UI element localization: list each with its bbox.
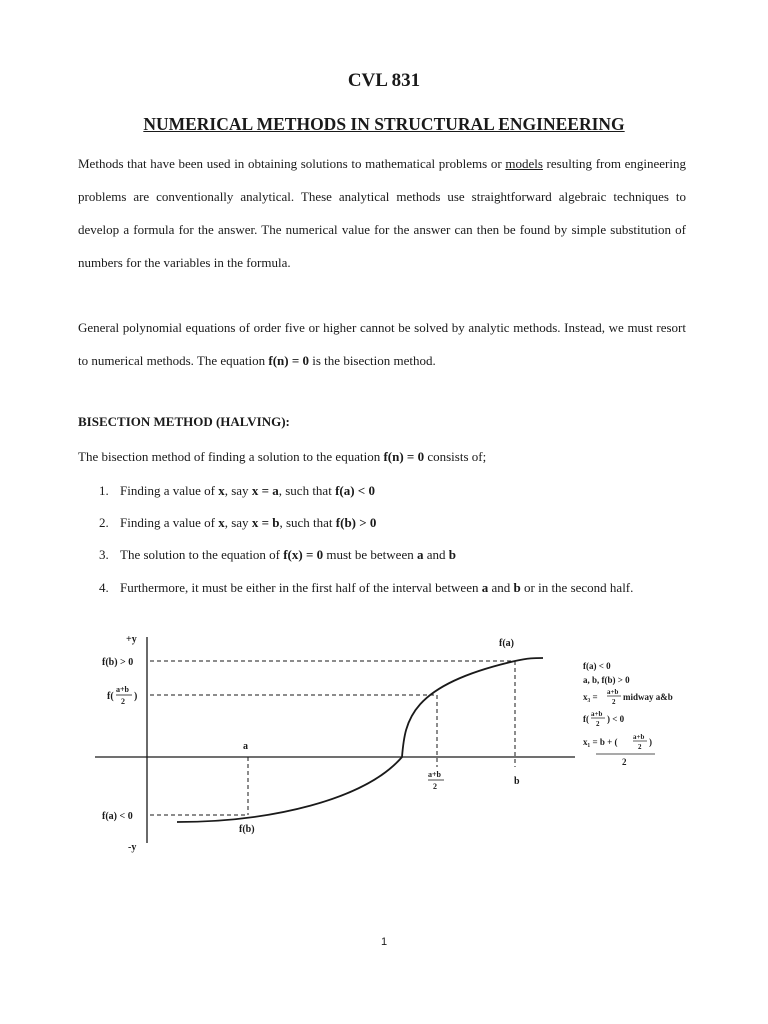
fb-bottom-label: f(b): [239, 824, 255, 835]
section-intro: [78, 449, 486, 465]
mid-den-label: 2: [433, 782, 437, 791]
note-x3-prefix: x₃ =: [583, 692, 598, 702]
bisection-diagram: [80, 625, 700, 865]
step-text: Furthermore, it must be either in the first half of the interval between: [120, 580, 482, 595]
step-number: 4.: [99, 580, 109, 595]
step-bold: a: [416, 547, 424, 562]
note-x1-num: a+b: [633, 733, 645, 741]
note-x1-inner-den: 2: [638, 743, 642, 751]
equation-text: f(n) = 0: [268, 353, 310, 368]
a-label: a: [243, 741, 248, 752]
step-bold: f(x) = 0: [283, 547, 324, 562]
note-x1-prefix: x₁ = b + (: [583, 737, 618, 747]
note-f-den: 2: [596, 720, 600, 728]
step-text: The solution to the equation of: [120, 547, 284, 562]
fb-gt0-label: f(b) > 0: [102, 657, 134, 668]
page-title: NUMERICAL METHODS IN STRUCTURAL ENGINEERING: [143, 114, 625, 134]
step-text: , say: [224, 515, 252, 530]
paragraph-text: resulting from engineering problems are conventionally analytical. These analytical methods use straightforward algebraic techniques to develop a formula for the answer. The numerical value for the answer can then be found by simple substitution of numbers for the variables in the formula.: [78, 156, 686, 270]
page-number: 1: [380, 936, 388, 948]
step-text: , such that: [279, 515, 336, 530]
intro-text: The bisection method of finding a solution to the equation: [78, 449, 384, 464]
section-heading: BISECTION METHOD (HALVING):: [78, 414, 290, 429]
note-x3-suffix: midway a&b: [623, 692, 673, 702]
step-bold: x = a: [251, 483, 279, 498]
models-link[interactable]: models: [505, 156, 543, 171]
step-item: [99, 515, 376, 531]
step-text: Finding a value of: [120, 483, 219, 498]
step-bold: x: [218, 515, 225, 530]
step-text: Finding a value of: [120, 515, 219, 530]
polynomial-paragraph: [78, 311, 686, 377]
note-line2: a, b, f(b) > 0: [583, 675, 630, 685]
note-x3-num: a+b: [607, 688, 619, 696]
frac-den-label: 2: [121, 697, 125, 706]
step-text: and: [423, 547, 449, 562]
intro-text: consists of;: [424, 449, 487, 464]
f-suffix-label: ): [134, 691, 138, 702]
step-number: 3.: [99, 547, 109, 562]
step-bold: b: [513, 580, 521, 595]
course-code: CVL 831: [347, 70, 421, 91]
step-text: must be between: [323, 547, 417, 562]
note-x3-den: 2: [612, 698, 616, 706]
mid-num-label: a+b: [428, 770, 442, 779]
frac-num-label: a+b: [116, 685, 130, 694]
step-bold: x = b: [251, 515, 280, 530]
fa-lt0-label: f(a) < 0: [102, 811, 133, 822]
step-bold: a: [481, 580, 489, 595]
note-x1-den: 2: [622, 757, 627, 767]
intro-paragraph: [78, 147, 686, 279]
step-text: or in the second half.: [520, 580, 634, 595]
function-curve: [177, 658, 543, 822]
f-prefix-label: f(: [107, 691, 114, 702]
step-item: [99, 483, 375, 499]
note-f-num: a+b: [591, 710, 603, 718]
step-bold: f(a) < 0: [335, 483, 375, 498]
fa-top-label: f(a): [499, 638, 514, 649]
step-number: 2.: [99, 515, 109, 530]
step-number: 1.: [99, 483, 109, 498]
note-line1: f(a) < 0: [583, 661, 611, 671]
plus-y-label: +y: [126, 634, 137, 645]
note-f-prefix: f(: [583, 714, 589, 724]
step-text: , say: [224, 483, 252, 498]
b-label: b: [514, 776, 520, 787]
minus-y-label: -y: [128, 842, 137, 853]
note-f-suffix: ) < 0: [607, 714, 625, 724]
step-item: [99, 547, 456, 563]
step-bold: f(b) > 0: [335, 515, 377, 530]
step-item: [99, 580, 633, 596]
bisection-figure: [80, 625, 700, 865]
step-bold: x: [218, 483, 225, 498]
step-text: , such that: [278, 483, 336, 498]
step-bold: b: [448, 547, 456, 562]
equation-text: f(n) = 0: [383, 449, 425, 464]
paragraph-text: General polynomial equations of order five or higher cannot be solved by analytic methods. Instead, we must resort to numerical methods. The equation: [78, 320, 686, 368]
step-text: and: [488, 580, 514, 595]
paragraph-text: is the bisection method.: [309, 353, 436, 368]
paragraph-text: Methods that have been used in obtaining solutions to mathematical problems or: [78, 156, 506, 171]
note-x1-suffix: ): [649, 737, 652, 747]
